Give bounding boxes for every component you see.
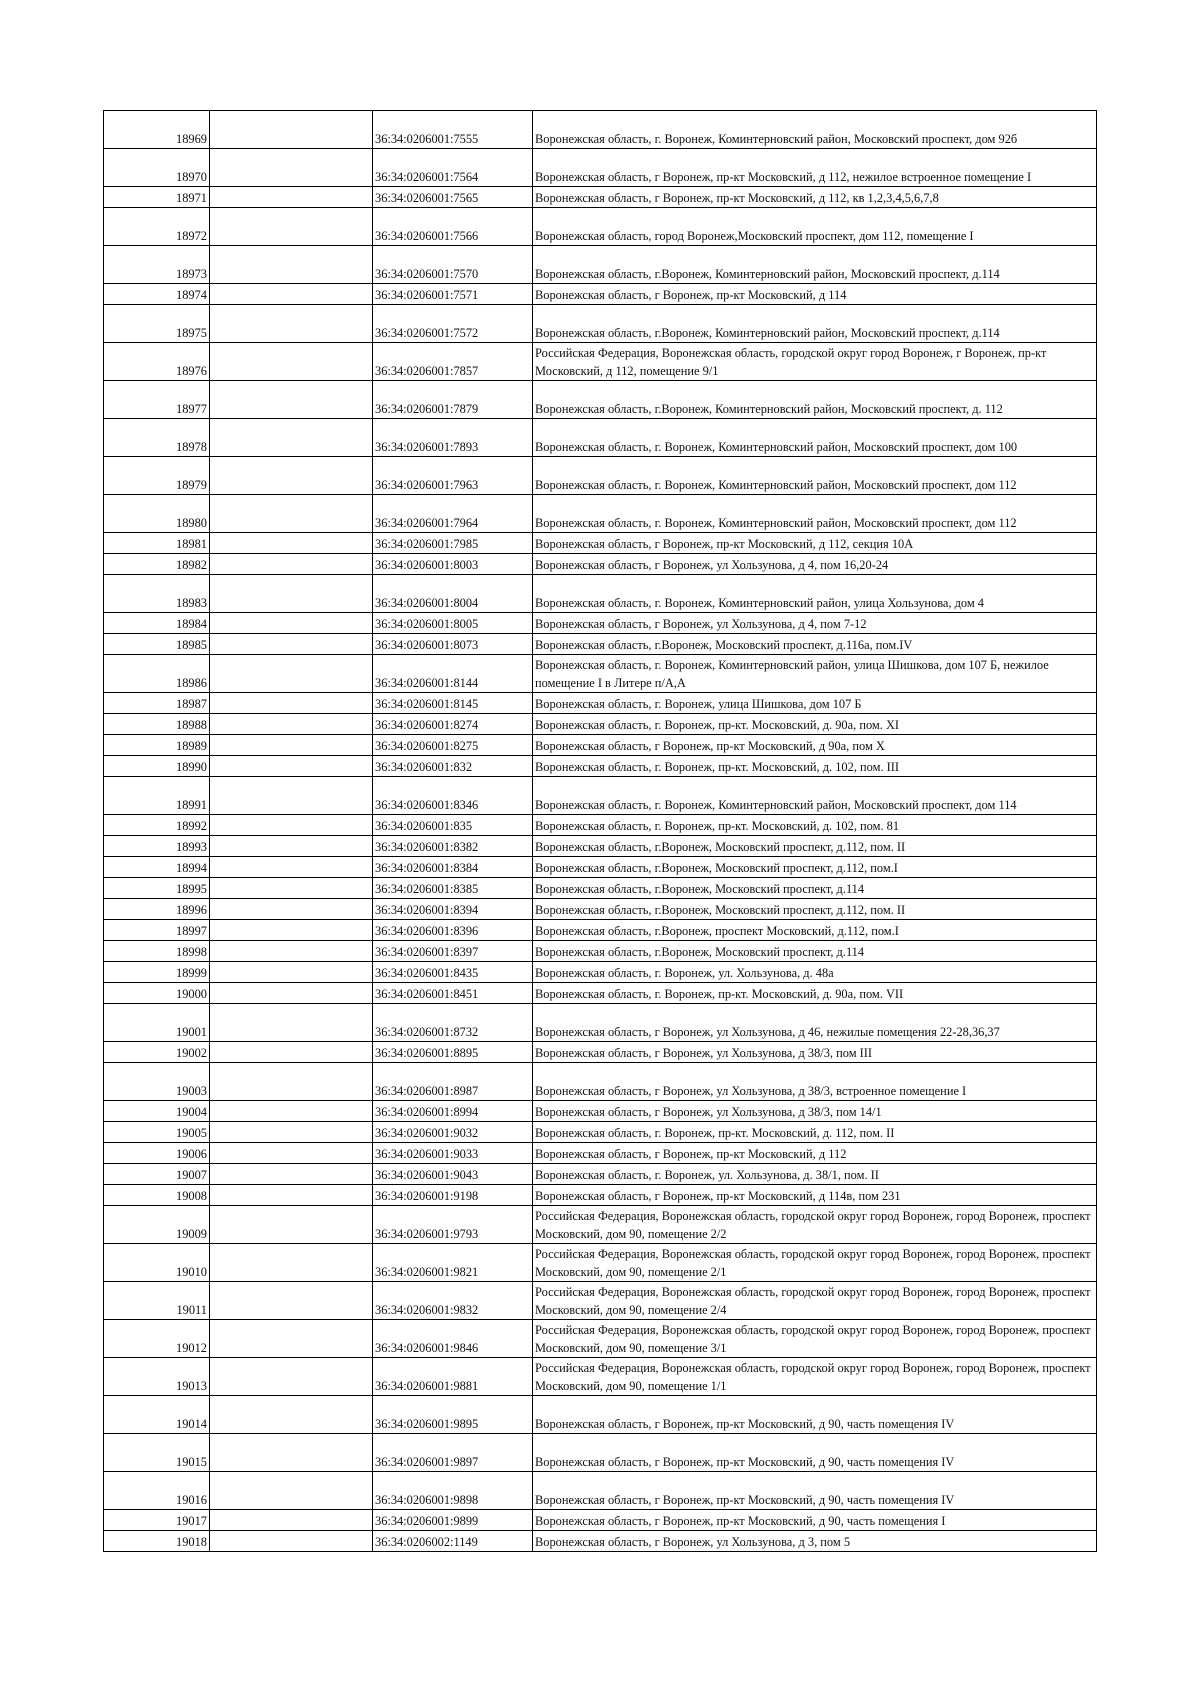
table-row [104, 1122, 1097, 1143]
table-row [104, 1244, 1097, 1282]
empty-cell [210, 941, 373, 962]
record-number-cell: 19002 [104, 1042, 210, 1063]
table-row [104, 457, 1097, 495]
cadastral-number-cell: 36:34:0206001:9899 [373, 1510, 533, 1531]
address-cell: Воронежская область, г.Воронеж, Московский проспект, д.112, пом.I [533, 857, 1097, 878]
cadastral-number-cell: 36:34:0206001:7879 [373, 381, 533, 419]
record-number-cell: 18977 [104, 381, 210, 419]
record-number-cell: 19011 [104, 1282, 210, 1320]
table-row [104, 756, 1097, 777]
empty-cell [210, 735, 373, 756]
address-cell: Воронежская область, г. Воронеж, Коминтерновский район, Московский проспект, дом 114 [533, 777, 1097, 815]
empty-cell [210, 815, 373, 836]
record-number-cell: 18995 [104, 878, 210, 899]
table-row [104, 735, 1097, 756]
record-number-cell: 18993 [104, 836, 210, 857]
record-number-cell: 18991 [104, 777, 210, 815]
table-row [104, 693, 1097, 714]
record-number-cell: 18980 [104, 495, 210, 533]
cadastral-number-cell: 36:34:0206001:8382 [373, 836, 533, 857]
table-row [104, 554, 1097, 575]
table-row [104, 1531, 1097, 1552]
empty-cell [210, 187, 373, 208]
cadastral-number-cell: 36:34:0206001:8451 [373, 983, 533, 1004]
cadastral-number-cell: 36:34:0206001:9793 [373, 1206, 533, 1244]
empty-cell [210, 1472, 373, 1510]
address-cell: Российская Федерация, Воронежская область, городской округ город Воронеж, г Воронеж, пр-кт Московский, д 112, помещение 9/1 [533, 343, 1097, 381]
empty-cell [210, 343, 373, 381]
record-number-cell: 18996 [104, 899, 210, 920]
record-number-cell: 18984 [104, 613, 210, 634]
table-row [104, 1434, 1097, 1472]
empty-cell [210, 554, 373, 575]
address-cell: Воронежская область, г.Воронеж, Московский проспект, д.112, пом. II [533, 899, 1097, 920]
table-row [104, 1358, 1097, 1396]
cadastral-number-cell: 36:34:0206001:9897 [373, 1434, 533, 1472]
cadastral-number-cell: 36:34:0206001:8384 [373, 857, 533, 878]
empty-cell [210, 1531, 373, 1552]
cadastral-number-cell: 36:34:0206001:8073 [373, 634, 533, 655]
empty-cell [210, 1004, 373, 1042]
empty-cell [210, 246, 373, 284]
address-cell: Воронежская область, г Воронеж, ул Хользунова, д 38/3, пом 14/1 [533, 1101, 1097, 1122]
record-number-cell: 19007 [104, 1164, 210, 1185]
empty-cell [210, 1101, 373, 1122]
address-cell: Воронежская область, г Воронеж, пр-кт Московский, д 114в, пом 231 [533, 1185, 1097, 1206]
address-cell: Воронежская область, г.Воронеж, Коминтерновский район, Московский проспект, д.114 [533, 246, 1097, 284]
cadastral-number-cell: 36:34:0206001:9846 [373, 1320, 533, 1358]
cadastral-number-cell: 36:34:0206001:8397 [373, 941, 533, 962]
empty-cell [210, 111, 373, 149]
address-cell: Воронежская область, г. Воронеж, пр-кт. Московский, д. 112, пом. II [533, 1122, 1097, 1143]
table-row [104, 305, 1097, 343]
empty-cell [210, 962, 373, 983]
cadastral-number-cell: 36:34:0206001:7566 [373, 208, 533, 246]
table-row [104, 983, 1097, 1004]
cadastral-number-cell: 36:34:0206001:9043 [373, 1164, 533, 1185]
record-number-cell: 18994 [104, 857, 210, 878]
table-row [104, 857, 1097, 878]
address-cell: Воронежская область, г.Воронеж, Коминтерновский район, Московский проспект, д. 112 [533, 381, 1097, 419]
empty-cell [210, 693, 373, 714]
cadastral-number-cell: 36:34:0206001:8394 [373, 899, 533, 920]
cadastral-number-cell: 36:34:0206001:8274 [373, 714, 533, 735]
empty-cell [210, 777, 373, 815]
empty-cell [210, 457, 373, 495]
table-row [104, 777, 1097, 815]
cadastral-number-cell: 36:34:0206001:7565 [373, 187, 533, 208]
empty-cell [210, 149, 373, 187]
address-cell: Воронежская область, г. Воронеж, Коминтерновский район, Московский проспект, дом 112 [533, 495, 1097, 533]
cadastral-number-cell: 36:34:0206001:9198 [373, 1185, 533, 1206]
address-cell: Воронежская область, г. Воронеж, Коминтерновский район, улица Шишкова, дом 107 Б, нежилое помещение I в Литере п/А,А [533, 655, 1097, 693]
table-row [104, 941, 1097, 962]
table-row [104, 1042, 1097, 1063]
record-number-cell: 18989 [104, 735, 210, 756]
address-cell: Воронежская область, г Воронеж, ул Хользунова, д 46, нежилые помещения 22-28,36,37 [533, 1004, 1097, 1042]
table-row [104, 920, 1097, 941]
cadastral-number-cell: 36:34:0206001:9821 [373, 1244, 533, 1282]
address-cell: Воронежская область, г Воронеж, пр-кт Московский, д 90, часть помещения IV [533, 1434, 1097, 1472]
cadastral-number-cell: 36:34:0206001:9898 [373, 1472, 533, 1510]
empty-cell [210, 857, 373, 878]
empty-cell [210, 533, 373, 554]
record-number-cell: 18974 [104, 284, 210, 305]
address-cell: Воронежская область, г Воронеж, пр-кт Московский, д 90а, пом X [533, 735, 1097, 756]
table-row [104, 1004, 1097, 1042]
address-cell: Воронежская область, г Воронеж, пр-кт Московский, д 112, нежилое встроенное помещение I [533, 149, 1097, 187]
address-cell: Воронежская область, г. Воронеж, ул. Хользунова, д. 48а [533, 962, 1097, 983]
record-number-cell: 19013 [104, 1358, 210, 1396]
address-cell: Воронежская область, г. Воронеж, пр-кт. Московский, д. 90а, пом. XI [533, 714, 1097, 735]
record-number-cell: 18990 [104, 756, 210, 777]
empty-cell [210, 1143, 373, 1164]
table-row [104, 575, 1097, 613]
empty-cell [210, 305, 373, 343]
record-number-cell: 19004 [104, 1101, 210, 1122]
cadastral-number-cell: 36:34:0206001:7555 [373, 111, 533, 149]
address-cell: Воронежская область, г Воронеж, пр-кт Московский, д 112 [533, 1143, 1097, 1164]
record-number-cell: 18979 [104, 457, 210, 495]
record-number-cell: 19018 [104, 1531, 210, 1552]
record-number-cell: 19005 [104, 1122, 210, 1143]
cadastral-number-cell: 36:34:0206001:9881 [373, 1358, 533, 1396]
record-number-cell: 18999 [104, 962, 210, 983]
empty-cell [210, 1510, 373, 1531]
table-row [104, 1063, 1097, 1101]
cadastral-number-cell: 36:34:0206001:7572 [373, 305, 533, 343]
address-cell: Воронежская область, г. Воронеж, ул. Хользунова, д. 38/1, пом. II [533, 1164, 1097, 1185]
table-row [104, 899, 1097, 920]
address-cell: Воронежская область, г. Воронеж, Коминтерновский район, улица Хользунова, дом 4 [533, 575, 1097, 613]
record-number-cell: 18972 [104, 208, 210, 246]
empty-cell [210, 1358, 373, 1396]
cadastral-number-cell: 36:34:0206001:8275 [373, 735, 533, 756]
address-cell: Воронежская область, г Воронеж, пр-кт Московский, д 90, часть помещения I [533, 1510, 1097, 1531]
cadastral-number-cell: 36:34:0206001:8145 [373, 693, 533, 714]
cadastral-number-cell: 36:34:0206001:8003 [373, 554, 533, 575]
empty-cell [210, 1185, 373, 1206]
cadastral-number-cell: 36:34:0206001:9895 [373, 1396, 533, 1434]
record-number-cell: 19014 [104, 1396, 210, 1434]
cadastral-number-cell: 36:34:0206001:8987 [373, 1063, 533, 1101]
cadastral-number-cell: 36:34:0206001:8396 [373, 920, 533, 941]
empty-cell [210, 1063, 373, 1101]
cadastral-number-cell: 36:34:0206001:8005 [373, 613, 533, 634]
address-cell: Российская Федерация, Воронежская область, городской округ город Воронеж, город Воронеж, проспект Московский, дом 90, помещение 3/1 [533, 1320, 1097, 1358]
empty-cell [210, 1122, 373, 1143]
table-row [104, 1206, 1097, 1244]
cadastral-number-cell: 36:34:0206001:9832 [373, 1282, 533, 1320]
record-number-cell: 18976 [104, 343, 210, 381]
address-cell: Российская Федерация, Воронежская область, городской округ город Воронеж, город Воронеж, проспект Московский, дом 90, помещение 2/2 [533, 1206, 1097, 1244]
cadastral-number-cell: 36:34:0206001:835 [373, 815, 533, 836]
record-number-cell: 18982 [104, 554, 210, 575]
cadastral-number-cell: 36:34:0206001:832 [373, 756, 533, 777]
table-row [104, 1143, 1097, 1164]
address-cell: Воронежская область, г Воронеж, ул Хользунова, д 4, пом 16,20-24 [533, 554, 1097, 575]
cadastral-number-cell: 36:34:0206001:7564 [373, 149, 533, 187]
cadastral-number-cell: 36:34:0206001:7571 [373, 284, 533, 305]
table-row [104, 815, 1097, 836]
table-row [104, 419, 1097, 457]
address-cell: Воронежская область, г Воронеж, ул Хользунова, д 38/3, пом III [533, 1042, 1097, 1063]
record-number-cell: 19015 [104, 1434, 210, 1472]
empty-cell [210, 1244, 373, 1282]
address-cell: Воронежская область, г.Воронеж, Московский проспект, д.114 [533, 878, 1097, 899]
empty-cell [210, 1042, 373, 1063]
record-number-cell: 18997 [104, 920, 210, 941]
record-number-cell: 18998 [104, 941, 210, 962]
empty-cell [210, 983, 373, 1004]
table-row [104, 111, 1097, 149]
empty-cell [210, 1434, 373, 1472]
record-number-cell: 18986 [104, 655, 210, 693]
record-number-cell: 18970 [104, 149, 210, 187]
empty-cell [210, 1206, 373, 1244]
address-cell: Воронежская область, г Воронеж, ул Хользунова, д 4, пом 7-12 [533, 613, 1097, 634]
record-number-cell: 19003 [104, 1063, 210, 1101]
table-body [104, 111, 1097, 1552]
table-row [104, 613, 1097, 634]
record-number-cell: 19009 [104, 1206, 210, 1244]
cadastral-number-cell: 36:34:0206001:8895 [373, 1042, 533, 1063]
empty-cell [210, 1320, 373, 1358]
cadastral-number-cell: 36:34:0206001:8994 [373, 1101, 533, 1122]
record-number-cell: 18983 [104, 575, 210, 613]
table-row [104, 1101, 1097, 1122]
table-row [104, 714, 1097, 735]
table-row [104, 284, 1097, 305]
empty-cell [210, 655, 373, 693]
cadastral-number-cell: 36:34:0206001:7570 [373, 246, 533, 284]
table-row [104, 149, 1097, 187]
empty-cell [210, 634, 373, 655]
cadastral-number-cell: 36:34:0206001:8004 [373, 575, 533, 613]
empty-cell [210, 208, 373, 246]
empty-cell [210, 613, 373, 634]
table-row [104, 836, 1097, 857]
table-row [104, 878, 1097, 899]
record-number-cell: 19017 [104, 1510, 210, 1531]
record-number-cell: 19000 [104, 983, 210, 1004]
table-row [104, 246, 1097, 284]
record-number-cell: 18973 [104, 246, 210, 284]
cadastral-number-cell: 36:34:0206001:7963 [373, 457, 533, 495]
table-row [104, 381, 1097, 419]
table-row [104, 1396, 1097, 1434]
address-cell: Российская Федерация, Воронежская область, городской округ город Воронеж, город Воронеж, проспект Московский, дом 90, помещение 2/4 [533, 1282, 1097, 1320]
empty-cell [210, 284, 373, 305]
cadastral-number-cell: 36:34:0206001:9033 [373, 1143, 533, 1164]
table-row [104, 962, 1097, 983]
table-row [104, 1164, 1097, 1185]
record-number-cell: 18975 [104, 305, 210, 343]
record-number-cell: 18978 [104, 419, 210, 457]
table-row [104, 1472, 1097, 1510]
address-cell: Российская Федерация, Воронежская область, городской округ город Воронеж, город Воронеж, проспект Московский, дом 90, помещение 2/1 [533, 1244, 1097, 1282]
address-cell: Воронежская область, г Воронеж, пр-кт Московский, д 112, секция 10А [533, 533, 1097, 554]
empty-cell [210, 714, 373, 735]
cadastral-number-cell: 36:34:0206002:1149 [373, 1531, 533, 1552]
table-row [104, 655, 1097, 693]
empty-cell [210, 1164, 373, 1185]
empty-cell [210, 756, 373, 777]
record-number-cell: 18988 [104, 714, 210, 735]
address-cell: Воронежская область, г. Воронеж, пр-кт. Московский, д. 90а, пом. VII [533, 983, 1097, 1004]
address-cell: Воронежская область, г Воронеж, пр-кт Московский, д 114 [533, 284, 1097, 305]
record-number-cell: 19012 [104, 1320, 210, 1358]
address-cell: Воронежская область, г Воронеж, пр-кт Московский, д 90, часть помещения IV [533, 1472, 1097, 1510]
address-cell: Воронежская область, г.Воронеж, Коминтерновский район, Московский проспект, д.114 [533, 305, 1097, 343]
table-row [104, 495, 1097, 533]
cadastral-number-cell: 36:34:0206001:8385 [373, 878, 533, 899]
address-cell: Воронежская область, г. Воронеж, Коминтерновский район, Московский проспект, дом 112 [533, 457, 1097, 495]
empty-cell [210, 899, 373, 920]
cadastral-number-cell: 36:34:0206001:8732 [373, 1004, 533, 1042]
table-row [104, 1510, 1097, 1531]
record-number-cell: 19006 [104, 1143, 210, 1164]
empty-cell [210, 836, 373, 857]
property-register-table [103, 110, 1097, 1552]
empty-cell [210, 920, 373, 941]
table-row [104, 1185, 1097, 1206]
table-row [104, 343, 1097, 381]
record-number-cell: 19008 [104, 1185, 210, 1206]
address-cell: Воронежская область, г. Воронеж, Коминтерновский район, Московский проспект, дом 92б [533, 111, 1097, 149]
record-number-cell: 18969 [104, 111, 210, 149]
record-number-cell: 18987 [104, 693, 210, 714]
empty-cell [210, 575, 373, 613]
record-number-cell: 18992 [104, 815, 210, 836]
address-cell: Воронежская область, г. Воронеж, пр-кт. Московский, д. 102, пом. 81 [533, 815, 1097, 836]
cadastral-number-cell: 36:34:0206001:7857 [373, 343, 533, 381]
cadastral-number-cell: 36:34:0206001:7893 [373, 419, 533, 457]
address-cell: Воронежская область, г. Воронеж, пр-кт. Московский, д. 102, пом. III [533, 756, 1097, 777]
empty-cell [210, 1282, 373, 1320]
cadastral-number-cell: 36:34:0206001:9032 [373, 1122, 533, 1143]
table-row [104, 208, 1097, 246]
table-row [104, 533, 1097, 554]
cadastral-number-cell: 36:34:0206001:8435 [373, 962, 533, 983]
address-cell: Воронежская область, город Воронеж,Московский проспект, дом 112, помещение I [533, 208, 1097, 246]
record-number-cell: 19010 [104, 1244, 210, 1282]
empty-cell [210, 1396, 373, 1434]
address-cell: Воронежская область, г. Воронеж, Коминтерновский район, Московский проспект, дом 100 [533, 419, 1097, 457]
table-row [104, 187, 1097, 208]
empty-cell [210, 381, 373, 419]
empty-cell [210, 495, 373, 533]
table-row [104, 1320, 1097, 1358]
address-cell: Воронежская область, г.Воронеж, Московский проспект, д.114 [533, 941, 1097, 962]
cadastral-number-cell: 36:34:0206001:7985 [373, 533, 533, 554]
cadastral-number-cell: 36:34:0206001:8346 [373, 777, 533, 815]
address-cell: Воронежская область, г Воронеж, пр-кт Московский, д 90, часть помещения IV [533, 1396, 1097, 1434]
record-number-cell: 18971 [104, 187, 210, 208]
address-cell: Воронежская область, г.Воронеж, Московский проспект, д.116а, пом.IV [533, 634, 1097, 655]
address-cell: Воронежская область, г Воронеж, ул Хользунова, д 38/3, встроенное помещение I [533, 1063, 1097, 1101]
empty-cell [210, 419, 373, 457]
cadastral-number-cell: 36:34:0206001:7964 [373, 495, 533, 533]
record-number-cell: 19016 [104, 1472, 210, 1510]
address-cell: Воронежская область, г. Воронеж, улица Шишкова, дом 107 Б [533, 693, 1097, 714]
address-cell: Воронежская область, г Воронеж, пр-кт Московский, д 112, кв 1,2,3,4,5,6,7,8 [533, 187, 1097, 208]
empty-cell [210, 878, 373, 899]
record-number-cell: 18981 [104, 533, 210, 554]
address-cell: Воронежская область, г.Воронеж, проспект Московский, д.112, пом.I [533, 920, 1097, 941]
record-number-cell: 19001 [104, 1004, 210, 1042]
cadastral-number-cell: 36:34:0206001:8144 [373, 655, 533, 693]
address-cell: Воронежская область, г Воронеж, ул Хользунова, д 3, пом 5 [533, 1531, 1097, 1552]
address-cell: Воронежская область, г.Воронеж, Московский проспект, д.112, пом. II [533, 836, 1097, 857]
table-row [104, 1282, 1097, 1320]
record-number-cell: 18985 [104, 634, 210, 655]
table-row [104, 634, 1097, 655]
address-cell: Российская Федерация, Воронежская область, городской округ город Воронеж, город Воронеж, проспект Московский, дом 90, помещение 1/1 [533, 1358, 1097, 1396]
